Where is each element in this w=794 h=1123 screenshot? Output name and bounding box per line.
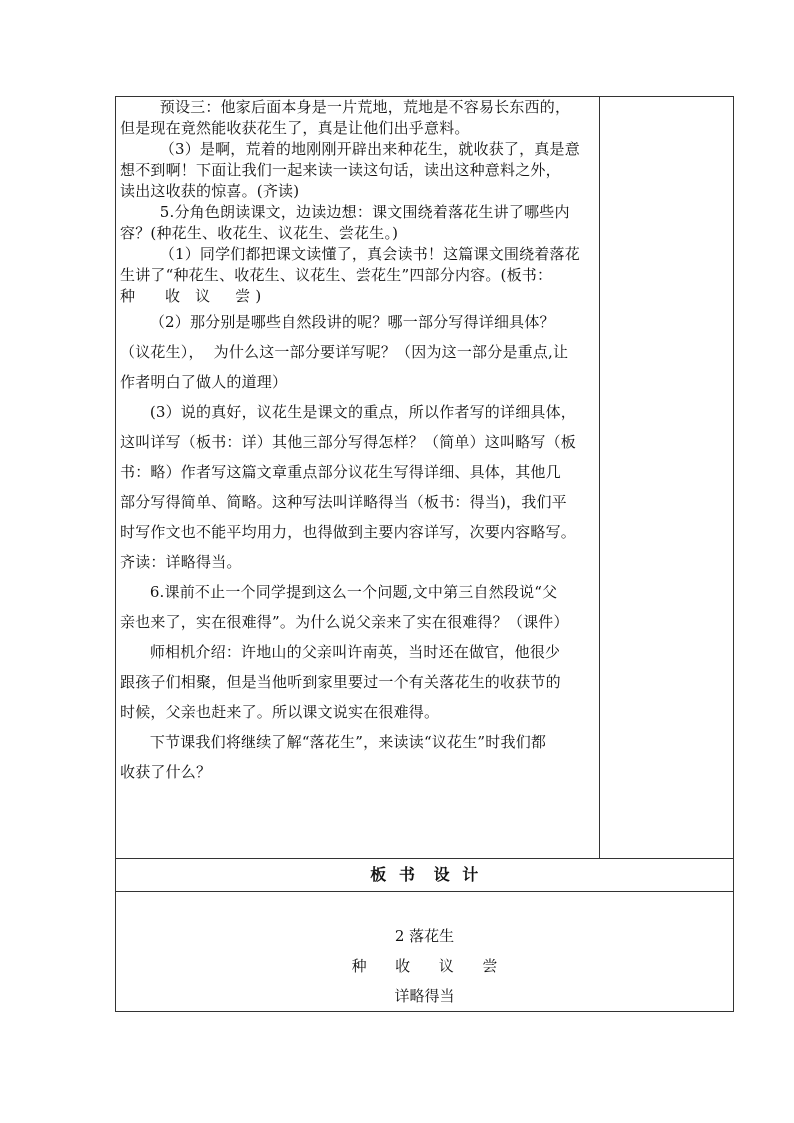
lesson-line: 想不到啊！下面让我们一起来读一读这句话，读出这种意料之外， bbox=[120, 161, 561, 179]
lesson-line: 生讲了“种花生、收花生、议花生、尝花生”四部分内容。(板书： bbox=[120, 266, 553, 284]
table-divider-bottom bbox=[115, 891, 734, 892]
table-divider-top bbox=[115, 858, 734, 859]
lesson-line: 齐读：详略得当。 bbox=[120, 553, 242, 571]
lesson-line: 读出这收获的惊喜。(齐读) bbox=[120, 182, 300, 200]
lesson-line: 部分写得简单、简略。这种写法叫详略得当（板书：得当)，我们平 bbox=[120, 493, 567, 511]
board-design-heading: 板 书 设 计 bbox=[370, 865, 479, 884]
board-parts: 种 收 议 尝 bbox=[351, 957, 498, 975]
board-title: 2 落花生 bbox=[394, 927, 455, 945]
lesson-line: 作者明白了做人的道理） bbox=[120, 373, 288, 391]
lesson-line: 预设三：他家后面本身是一片荒地，荒地是不容易长东西的， bbox=[120, 98, 571, 116]
board-summary: 详略得当 bbox=[394, 987, 455, 1005]
lesson-content bbox=[120, 97, 596, 787]
lesson-line: 5.分角色朗读课文，边读边想：课文围绕着落花生讲了哪些内 bbox=[120, 203, 570, 221]
lesson-line: 跟孩子们相聚，但是当他听到家里要过一个有关落花生的收获节的 bbox=[120, 673, 561, 691]
lesson-line: 时候，父亲也赶来了。所以课文说实在很难得。 bbox=[120, 703, 440, 721]
lesson-line: 书：略）作者写这篇文章重点部分议花生写得详细、具体，其他几 bbox=[120, 463, 561, 481]
lesson-line: 收获了什么？ bbox=[120, 763, 212, 781]
lesson-line: 但是现在竟然能收获花生了，真是让他们出乎意料。 bbox=[120, 119, 470, 137]
lesson-line: 下节课我们将继续了解“落花生”，来读读“议花生”时我们都 bbox=[120, 733, 547, 751]
lesson-line: 6.课前不止一个同学提到这么一个问题,文中第三自然段说“父 bbox=[120, 583, 558, 601]
lesson-line: 这叫详写（板书：详）其他三部分写得怎样？（简单）这叫略写（板 bbox=[120, 433, 577, 451]
lesson-line: 容？(种花生、收花生、议花生、尝花生。) bbox=[120, 224, 399, 242]
lesson-line: 师相机介绍：许地山的父亲叫许南英，当时还在做官，他很少 bbox=[120, 643, 561, 661]
lesson-line: 亲也来了，实在很难得”。为什么说父亲来了实在很难得？（课件） bbox=[120, 613, 569, 631]
lesson-line: 种 收 议 尝 ) bbox=[120, 287, 262, 305]
lesson-line: （1）同学们都把课文读懂了，真会读书！这篇课文围绕着落花 bbox=[120, 245, 580, 263]
lesson-line: 时写作文也不能平均用力，也得做到主要内容详写，次要内容略写。 bbox=[120, 523, 577, 541]
lesson-line: （3）是啊，荒着的地刚刚开辟出来种花生，就收获了，真是意 bbox=[120, 140, 580, 158]
lesson-line: (3）说的真好，议花生是课文的重点，所以作者写的详细具体， bbox=[120, 403, 577, 421]
notes-column-divider bbox=[599, 96, 600, 858]
lesson-line: （2）那分别是哪些自然段讲的呢？哪一部分写得详细具体？ bbox=[120, 313, 555, 331]
lesson-line: （议花生）， 为什么这一部分要详写呢？（因为这一部分是重点,让 bbox=[120, 343, 569, 361]
